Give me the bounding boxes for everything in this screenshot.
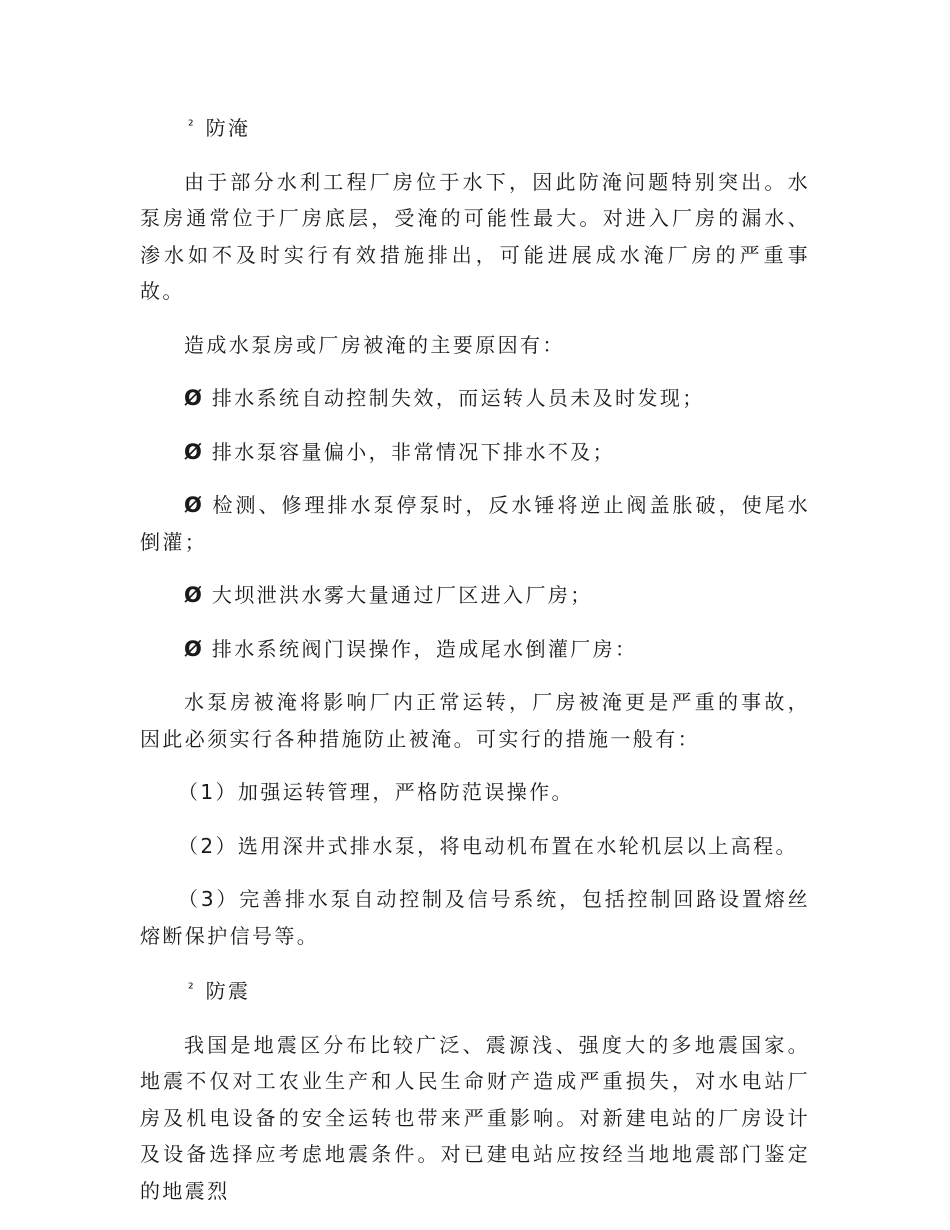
paragraph-flood-measures-intro: 水泵房被淹将影响厂内正常运转，厂房被淹更是严重的事故，因此必须实行各种措施防止被淹。可实行的措施一般有：	[140, 690, 810, 751]
section-marker: ²	[188, 118, 194, 134]
bullet-symbol: Ø	[184, 386, 202, 410]
bullet-item	[140, 577, 810, 614]
section-marker: ²	[188, 981, 194, 997]
bullet-symbol: Ø	[184, 493, 202, 517]
bullet-item	[140, 434, 810, 471]
paragraph-flood-intro: 由于部分水利工程厂房位于水下，因此防淹问题特别突出。水泵房通常位于厂房底层，受淹的可能性最大。对进入厂房的漏水、渗水如不及时实行有效措施排出，可能进展成水淹厂房的严重事故。	[140, 169, 810, 303]
bullet-text: 大坝泄洪水雾大量通过厂区进入厂房；	[211, 583, 593, 607]
bullet-text: 排水系统阀门误操作，造成尾水倒灌厂房：	[211, 636, 638, 661]
bullet-symbol: Ø	[184, 583, 202, 607]
measure-item: （3）完善排水泵自动控制及信号系统，包括控制回路设置熔丝熔断保护信号等。	[140, 887, 810, 948]
section-title: 防震	[205, 979, 251, 1003]
bullet-text: 排水系统自动控制失效，而运转人员未及时发现；	[211, 386, 705, 410]
bullet-text: 检测、修理排水泵停泵时，反水锤将逆止阀盖胀破，使尾水倒灌；	[140, 493, 810, 554]
section-title: 防淹	[205, 116, 251, 140]
bullet-item	[140, 380, 810, 417]
bullet-item	[140, 487, 810, 560]
measure-item: （2）选用深井式排水泵，将电动机布置在水轮机层以上高程。	[178, 833, 798, 858]
section-heading-flood	[140, 108, 810, 147]
paragraph-flood-causes-intro: 造成水泵房或厂房被淹的主要原因有：	[184, 332, 565, 357]
measure-item: （1）加强运转管理，严格防范误操作。	[178, 780, 574, 804]
bullet-symbol: Ø	[184, 636, 202, 661]
bullet-symbol: Ø	[184, 439, 202, 464]
bullet-item	[140, 631, 810, 668]
section-heading-earthquake	[140, 971, 810, 1010]
paragraph-earthquake-intro: 我国是地震区分布比较广泛、震源浅、强度大的多地震国家。地震不仅对工农业生产和人民生命财产造成严重损失，对水电站厂房及机电设备的安全运转也带来严重影响。对新建电站的厂房设计及设备选择应考虑地震条件。对已建电站应按经当地地震部门鉴定的地震烈	[140, 1032, 810, 1203]
bullet-text: 排水泵容量偏小，非常情况下排水不及；	[211, 439, 616, 464]
